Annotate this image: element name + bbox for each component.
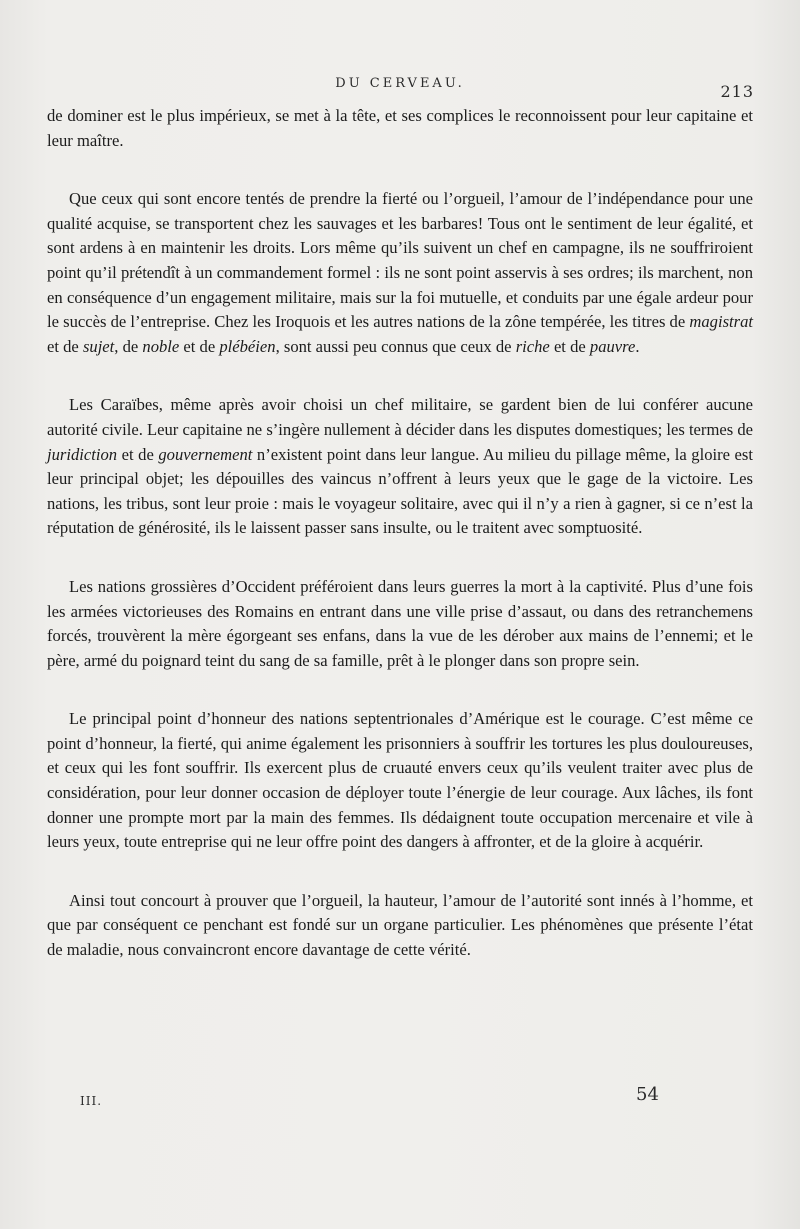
italic-term: juridiction bbox=[47, 444, 118, 464]
text-run: Que ceux qui sont encore tentés de prendre la fierté ou l’orgueil, l’amour de l’indépendance pour une qualité acquise, se transportent chez les sauvages et les barbares! Tous ont le sentiment de leur égalité, et sont ardens à en maintenir les droits. Lors même qu’ils suivent un chef en campagne, ils ne souffriroient point qu’il prétendît à un commandement formel : ils ne sont point asservis à ses ordres; ils marchent, non en conséquence d’un engagement militaire, mais sur la foi mutuelle, et conduits par une égale ardeur pour le succès de l’entreprise. Chez les Iroquois et les autres nations de la zône tempérée, les titres de bbox=[47, 189, 753, 332]
text-run: Les nations grossières d’Occident préféroient dans leurs guerres la mort à la captivité. Plus d’une fois les armées victorieuses des Romains en entrant dans une ville prise d’assaut, ou dans des retranchemens forcés, trouvèrent la mère égorgeant ses enfans, dans la vue de les dérober aux mains de l’ennemi; et le père, armé du poignard teint du sang de sa famille, prêt à le plonger dans son propre sein. bbox=[47, 576, 753, 670]
italic-term: riche bbox=[515, 336, 550, 356]
page-number: 213 bbox=[720, 82, 754, 101]
text-run: et de bbox=[47, 336, 83, 356]
paragraph bbox=[47, 104, 753, 153]
text-run: , sont aussi peu connus que ceux de bbox=[275, 336, 516, 356]
text-run: et de bbox=[117, 444, 159, 464]
paragraph bbox=[47, 707, 753, 855]
text-run: et de bbox=[549, 336, 590, 356]
text-run: de dominer est le plus impérieux, se met à la tête, et ses complices le reconnoissent pour leur capitaine et leur maître. bbox=[47, 106, 753, 150]
text-run: , de bbox=[114, 336, 143, 356]
italic-term: sujet bbox=[82, 336, 115, 356]
text-run: Ainsi tout concourt à prouver que l’orgueil, la hauteur, l’amour de l’autorité sont innés à l’homme, et que par conséquent ce penchant est fondé sur un organe particulier. Les phénomènes que présente l’état de maladie, nous convaincront encore davantage de cette vérité. bbox=[47, 890, 753, 960]
page-body bbox=[47, 104, 753, 963]
paragraph bbox=[47, 393, 753, 541]
paragraph bbox=[47, 889, 753, 963]
italic-term: pauvre bbox=[589, 336, 636, 356]
italic-term: noble bbox=[142, 336, 180, 356]
italic-term: plébéien bbox=[219, 336, 276, 356]
text-run: Les Caraïbes, même après avoir choisi un chef militaire, se gardent bien de lui conférer aucune autorité civile. Leur capitaine ne s’ingère nullement à décider dans les disputes domestiques; les termes de bbox=[47, 395, 753, 439]
paragraph bbox=[47, 575, 753, 673]
signature-mark: 54 bbox=[636, 1084, 659, 1105]
text-run: Le principal point d’honneur des nations septentrionales d’Amérique est le courage. C’est même ce point d’honneur, la fierté, qui anime également les prisonniers à souffrir les tortures les plus douloureuses, et ceux qui les font souffrir. Ils exercent plus de cruauté envers ceux qu’ils veulent traiter avec plus de considération, pour leur donner occasion de déployer toute l’énergie de leur courage. Aux lâches, ils font donner une prompte mort par la main des femmes. Ils dédaignent toute occupation mercenaire et vile à leurs yeux, toute entreprise qui ne leur offre point des dangers à affronter, et de la gloire à acquérir. bbox=[47, 709, 753, 852]
italic-term: gouvernement bbox=[158, 444, 253, 464]
italic-term: magistrat bbox=[689, 312, 753, 332]
running-title: DU CERVEAU. bbox=[335, 76, 465, 91]
text-run: n’existent point dans leur langue. Au milieu du pillage même, la gloire est leur principal objet; les dépouilles des vaincus n’offrent à leurs yeux que le gage de la victoire. Les nations, les tribus, sont leur proie : mais le voyageur solitaire, avec qui il n’y a rien à gagner, si ce n’est la réputation de générosité, ils le laissent passer sans insulte, ou le traitent avec somptuosité. bbox=[47, 444, 753, 538]
volume-marker: III. bbox=[80, 1094, 103, 1108]
paragraph bbox=[47, 187, 753, 359]
text-run: et de bbox=[179, 336, 220, 356]
text-run: . bbox=[635, 336, 640, 356]
